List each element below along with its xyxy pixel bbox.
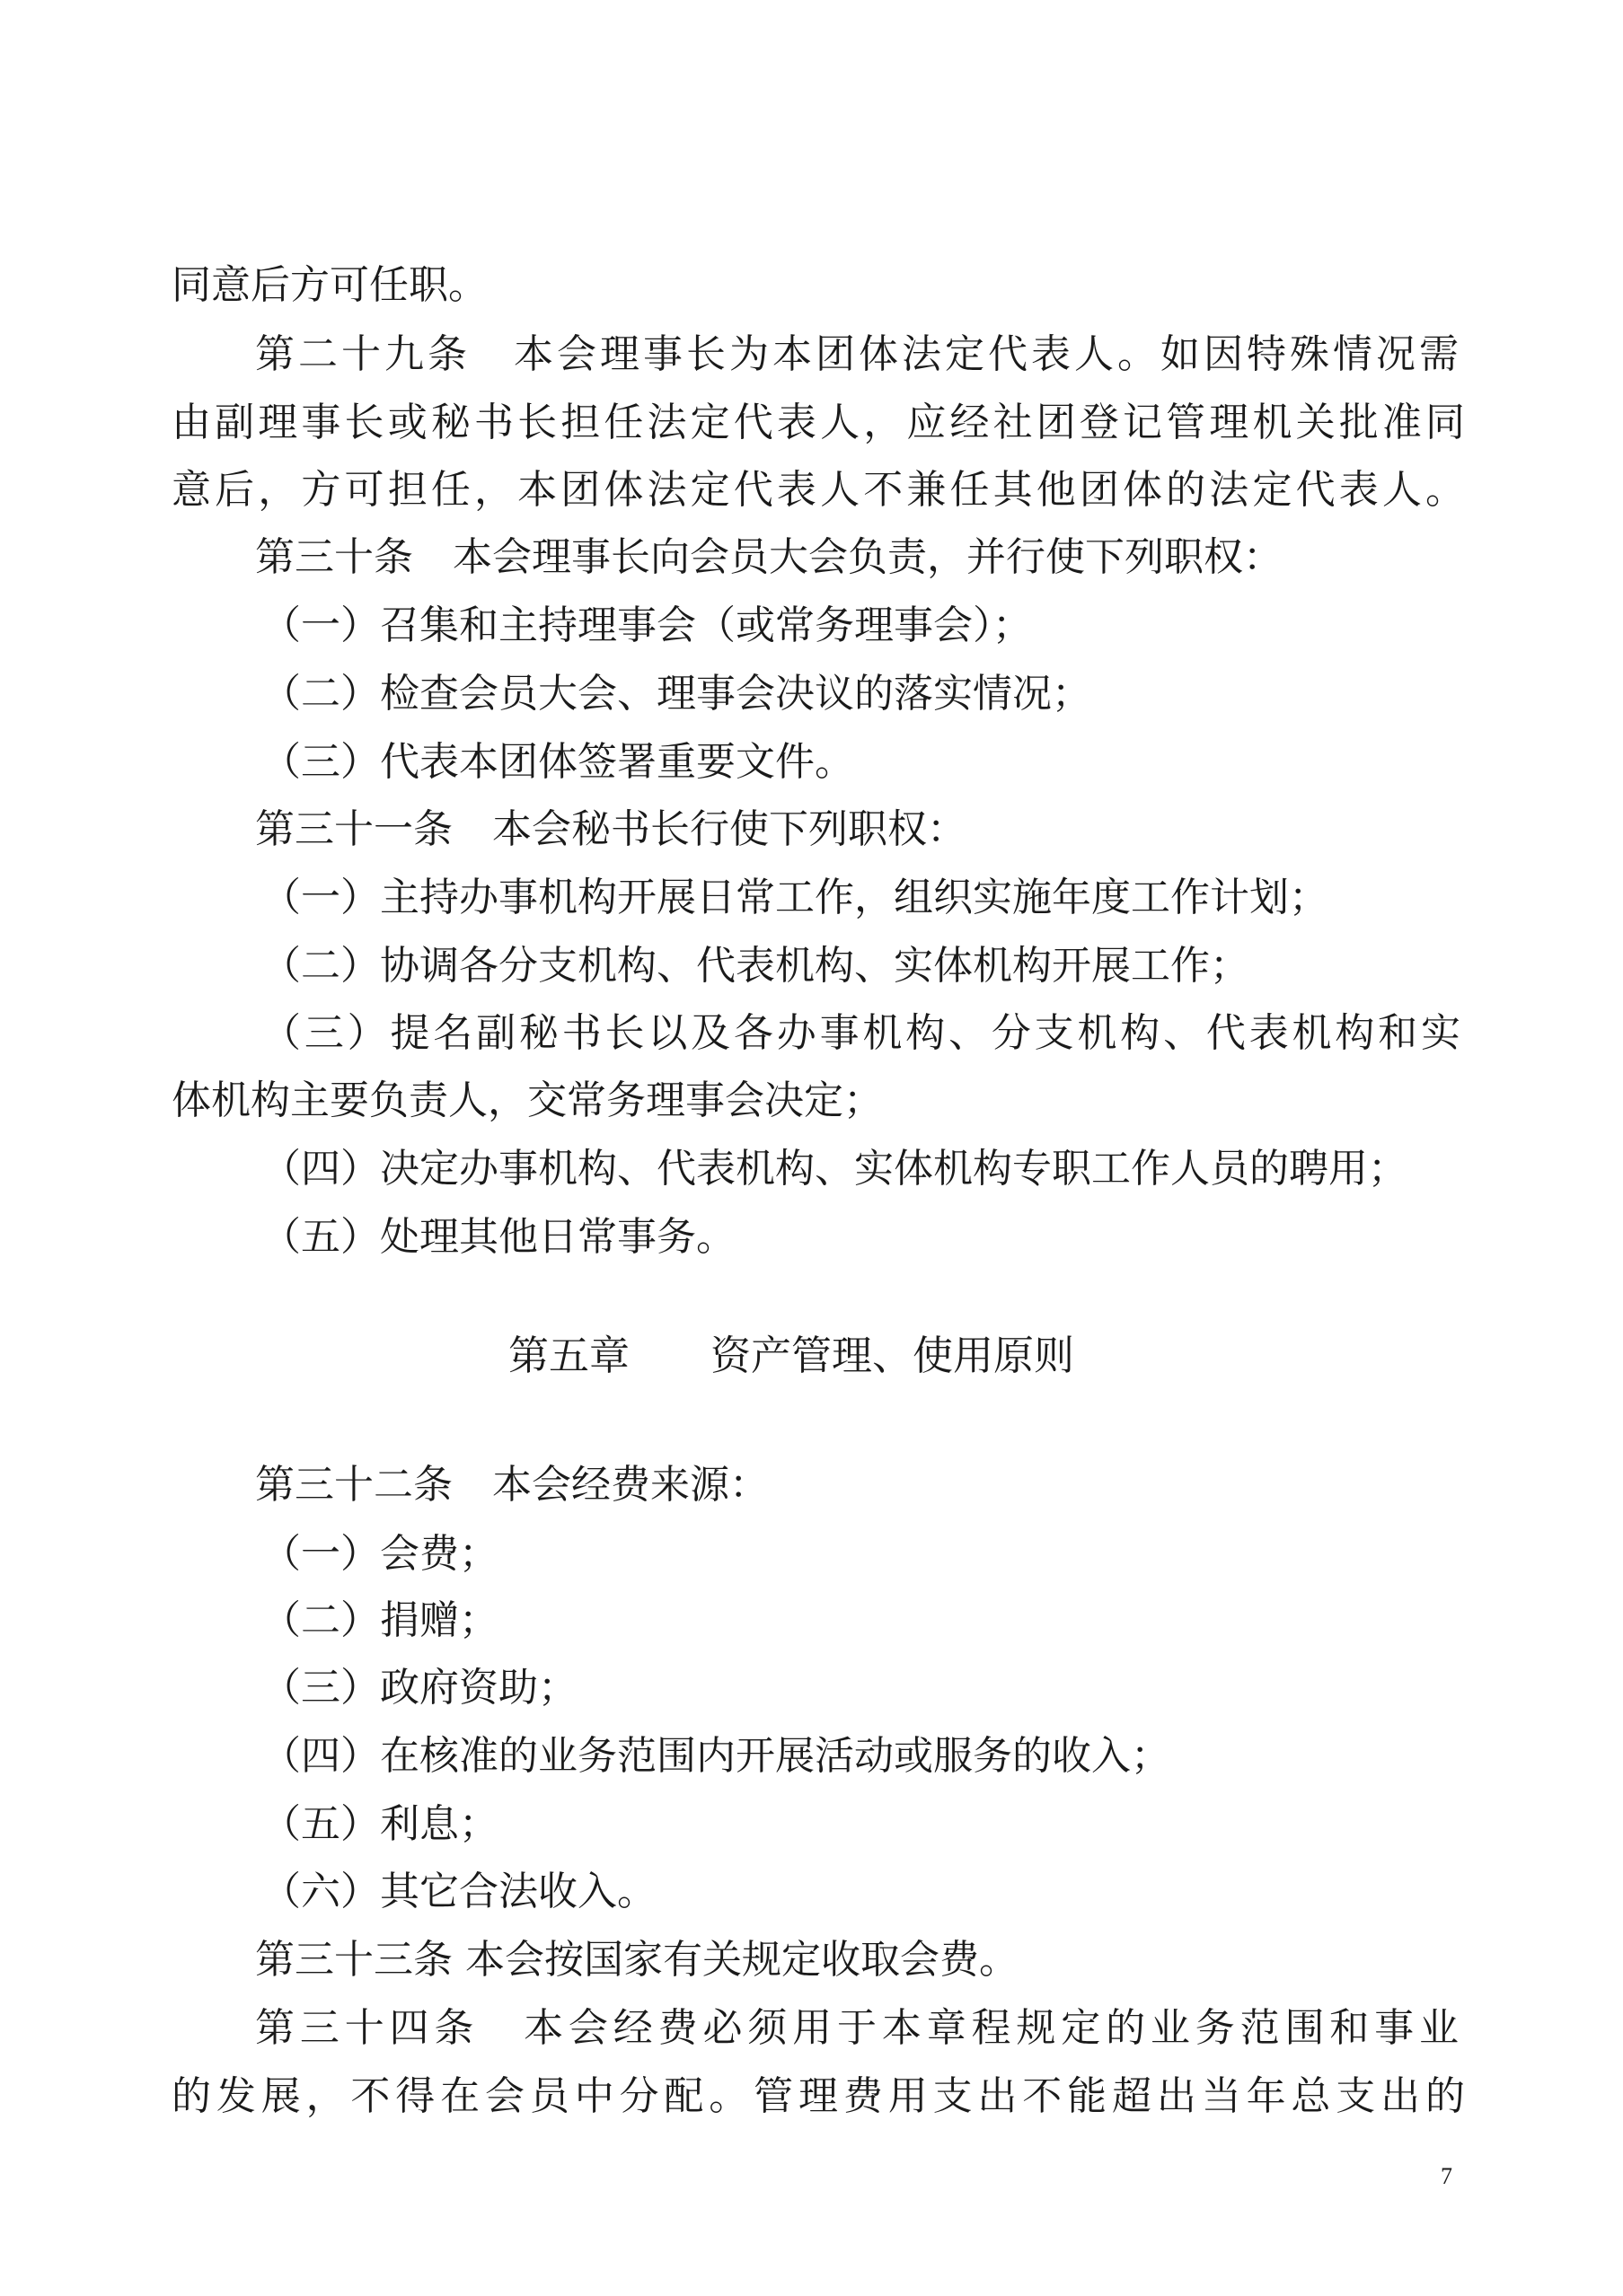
list-item: （一）会费； — [261, 1531, 498, 1577]
list-item: （五）利息； — [261, 1801, 498, 1847]
article-31-line: 第三十一条 本会秘书长行使下列职权： — [255, 806, 966, 852]
article-34-line: 第三十四条 本会经费必须用于本章程规定的业务范围和事业 — [255, 2005, 1459, 2051]
list-item: （三）政府资助； — [261, 1665, 578, 1711]
text-line: 由副理事长或秘书长担任法定代表人，应经社团登记管理机关批准同 — [172, 400, 1465, 445]
text-line: 同意后方可任职。 — [172, 262, 488, 308]
list-item: （四）在核准的业务范围内开展活动或服务的收入； — [261, 1733, 1170, 1779]
list-item: （二）检查会员大会、理事会决议的落实情况； — [261, 671, 1091, 717]
list-item: （二）协调各分支机构、代表机构、实体机构开展工作； — [261, 943, 1249, 989]
list-item: （一）主持办事机构开展日常工作，组织实施年度工作计划； — [261, 875, 1328, 920]
list-item: （二）捐赠； — [261, 1597, 498, 1643]
list-item: （五）处理其他日常事务。 — [261, 1214, 736, 1260]
list-item: （四）决定办事机构、代表机构、实体机构专职工作人员的聘用； — [261, 1146, 1407, 1192]
text-line: 体机构主要负责人，交常务理事会决定； — [172, 1078, 883, 1123]
article-29-line: 第二十九条 本会理事长为本团体法定代表人。如因特殊情况需 — [255, 331, 1459, 377]
list-item: （三）代表本团体签署重要文件。 — [261, 739, 854, 785]
list-item: （一）召集和主持理事会（或常务理事会）； — [261, 603, 1032, 648]
article-33-line: 第三十三条 本会按国家有关规定收取会费。 — [255, 1937, 1019, 1983]
article-30-line: 第三十条 本会理事长向会员大会负责，并行使下列职权： — [255, 534, 1283, 580]
list-item: （三）提名副秘书长以及各办事机构、分支机构、代表机构和实 — [261, 1010, 1460, 1056]
page-number: 7 — [1441, 2163, 1452, 2189]
list-item: （六）其它合法收入。 — [261, 1869, 657, 1914]
chapter-heading: 第五章 资产管理、使用原则 — [508, 1332, 1075, 1379]
text-line: 意后，方可担任，本团体法定代表人不兼任其他团体的法定代表人。 — [172, 467, 1465, 513]
article-32-line: 第三十二条 本会经费来源： — [255, 1462, 769, 1508]
text-line: 的发展，不得在会员中分配。管理费用支出不能超出当年总支出的 — [172, 2073, 1465, 2119]
